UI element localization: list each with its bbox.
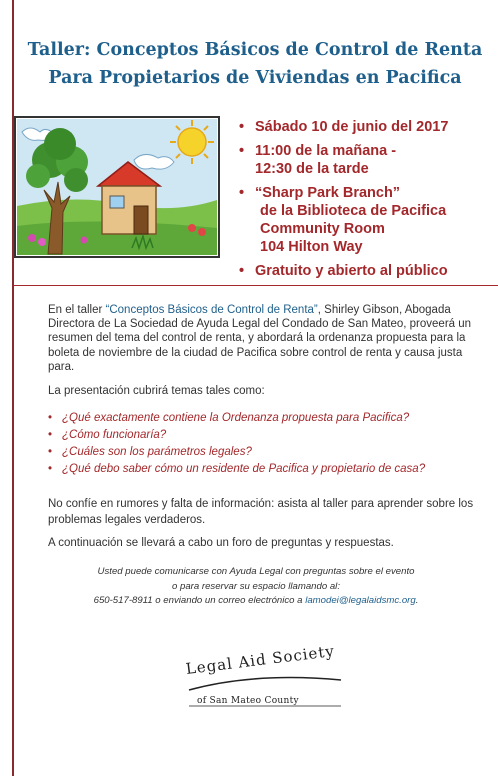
event-time-start: • 11:00 de la mañana - bbox=[255, 143, 397, 159]
workshop-name: “Conceptos Básicos de Control de Renta” bbox=[105, 304, 318, 316]
contact-line-3 bbox=[14, 594, 498, 609]
event-cost-item bbox=[237, 262, 495, 280]
title-line-1: Taller: Conceptos Básicos de Control de Renta bbox=[27, 40, 483, 60]
event-date: • Sábado 10 de junio del 2017 bbox=[255, 119, 449, 135]
location-room: Community Room bbox=[260, 221, 385, 237]
event-details-list bbox=[237, 118, 495, 286]
event-location-item bbox=[237, 184, 495, 256]
contact-info bbox=[14, 565, 498, 609]
event-cost: • Gratuito y abierto al público bbox=[255, 263, 448, 279]
contact-email-link[interactable]: lamodei@legalaidsmc.org bbox=[305, 595, 416, 606]
description-post: , Shirley Gibson, Abogada Directora de La Sociedad de Ayuda Legal del Condado de San Mateo, proveerá un resumen del tema del control de renta, y abordará la ordenanza propuesta para la boleta de noviembre de la ciudad de Pacifica sobre control de renta y causa justa para. bbox=[48, 304, 472, 373]
question-item: • ¿Qué debo saber cómo un residente de Pacifica y propietario de casa? bbox=[48, 461, 425, 478]
title-line-2: Para Propietarios de Viviendas en Pacifica bbox=[48, 68, 462, 88]
section-divider bbox=[14, 285, 498, 286]
contact-line-2: o para reservar su espacio llamando al: bbox=[172, 580, 340, 592]
topics-intro: La presentación cubrirá temas tales como: bbox=[48, 385, 265, 397]
location-branch: • “Sharp Park Branch” bbox=[255, 185, 401, 201]
page-title bbox=[20, 36, 490, 92]
question-item: • ¿Cómo funcionaría? bbox=[48, 427, 425, 444]
contact-period: . bbox=[415, 595, 419, 606]
contact-phone-text: 650-517-8911 o enviando un correo electrónico a bbox=[93, 595, 306, 606]
house-drawing-illustration bbox=[14, 116, 220, 258]
legal-aid-society-logo bbox=[184, 641, 345, 712]
question-item: • ¿Cuáles son los parámetros legales? bbox=[48, 444, 425, 461]
event-date-item bbox=[237, 118, 495, 136]
location-library: de la Biblioteca de Pacifica bbox=[260, 203, 447, 219]
question-item: • ¿Qué exactamente contiene la Ordenanza propuesta para Pacifica? bbox=[48, 410, 425, 427]
qa-note: A continuación se llevará a cabo un foro de preguntas y respuestas. bbox=[48, 537, 394, 549]
logo-subtitle: of San Mateo County bbox=[197, 696, 299, 706]
description-paragraph bbox=[48, 303, 488, 374]
advice-paragraph: No confíe en rumores y falta de información: asista al taller para aprender sobre los problemas legales verdaderos. bbox=[48, 498, 474, 526]
questions-list bbox=[48, 410, 425, 478]
description-pre: En el taller bbox=[48, 304, 106, 316]
event-time-end: 12:30 de la tarde bbox=[255, 161, 369, 177]
event-time-item bbox=[237, 142, 495, 178]
contact-line-1: Usted puede comunicarse con Ayuda Legal con preguntas sobre el evento bbox=[97, 566, 415, 577]
location-address: 104 Hilton Way bbox=[260, 239, 363, 255]
logo-name: Legal Aid Society bbox=[184, 641, 336, 678]
